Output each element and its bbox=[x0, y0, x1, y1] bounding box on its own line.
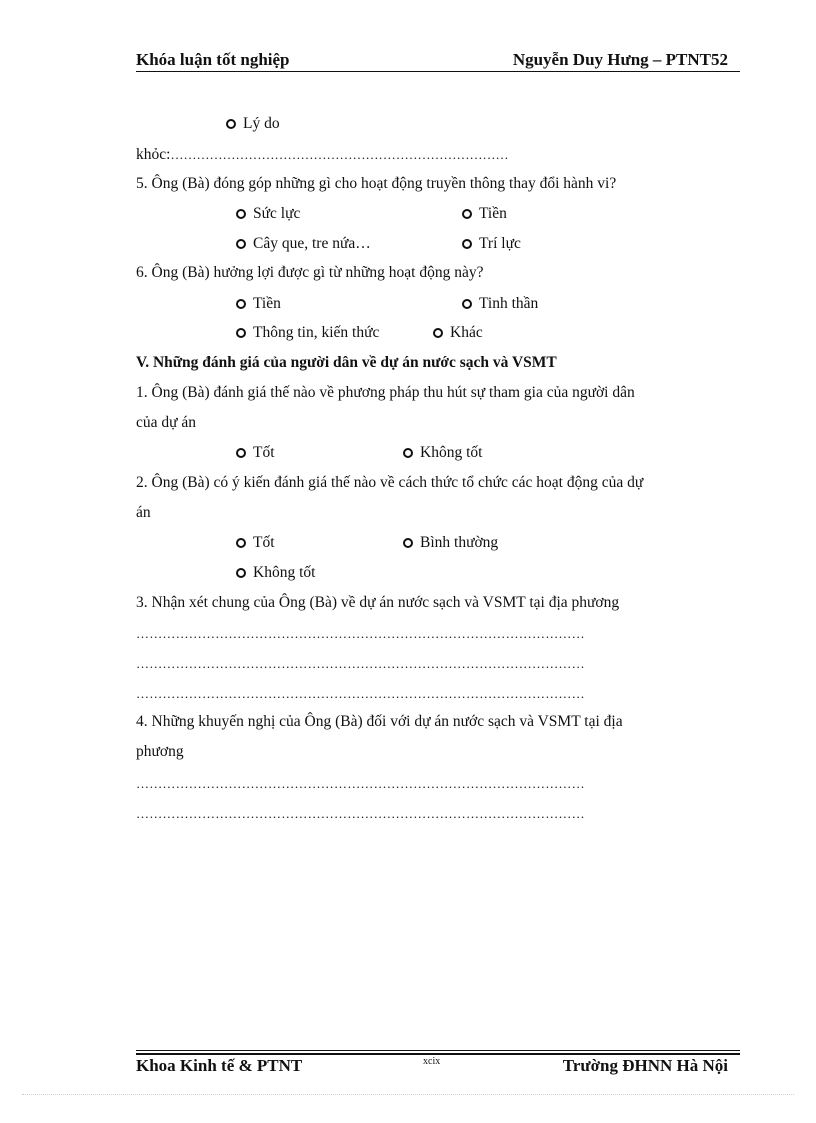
q6-option-khac bbox=[433, 323, 483, 343]
bullet-icon bbox=[236, 448, 246, 458]
q6-option-thong-tin bbox=[236, 323, 379, 343]
option-label: Không tốt bbox=[253, 564, 316, 581]
q2-option-binh-thuong bbox=[403, 533, 498, 553]
bullet-icon bbox=[226, 119, 236, 129]
bullet-icon bbox=[236, 299, 246, 309]
option-label: Khác bbox=[450, 324, 483, 341]
question-5: 5. Ông (Bà) đóng góp những gì cho hoạt động truyền thông thay đổi hành vi? bbox=[136, 175, 617, 192]
bullet-icon bbox=[403, 448, 413, 458]
page-number: xcix bbox=[423, 1056, 441, 1067]
page-footer bbox=[136, 1048, 740, 1082]
q2-option-tot bbox=[236, 533, 275, 553]
question-2-line-1: 2. Ông (Bà) có ý kiến đánh giá thế nào về cách thức tổ chức các hoạt động của dự bbox=[136, 474, 644, 491]
option-label: Tiền bbox=[253, 295, 281, 312]
header-rule bbox=[136, 71, 740, 72]
option-label: Trí lực bbox=[479, 235, 521, 252]
bullet-icon bbox=[236, 538, 246, 548]
answer-dots-line: ………………………………………………………………………………………… bbox=[136, 626, 585, 641]
q6-option-tinh-than bbox=[462, 294, 538, 314]
question-3: 3. Nhận xét chung của Ông (Bà) về dự án nước sạch và VSMT tại địa phương bbox=[136, 594, 620, 611]
q5-option-tien bbox=[462, 204, 507, 224]
q1-option-khong-tot bbox=[403, 443, 482, 463]
q5-option-cay-que bbox=[236, 234, 371, 254]
q1-option-tot bbox=[236, 443, 275, 463]
section-5-heading: V. Những đánh giá của người dân về dự án nước sạch và VSMT bbox=[136, 354, 557, 371]
bullet-icon bbox=[236, 209, 246, 219]
q5-option-suc-luc bbox=[236, 204, 300, 224]
other-dots: …………………………………………………………………… bbox=[170, 147, 509, 162]
bullet-icon bbox=[462, 209, 472, 219]
option-label: Tốt bbox=[253, 534, 275, 551]
footer-university: Trường ĐHNN Hà Nội bbox=[562, 1056, 728, 1075]
answer-dots-line: ………………………………………………………………………………………… bbox=[136, 806, 585, 821]
option-label: Tinh thần bbox=[479, 295, 539, 312]
option-label: Cây que, tre nứa… bbox=[253, 235, 371, 252]
option-label: Không tốt bbox=[420, 444, 483, 461]
option-label: Tiền bbox=[479, 205, 507, 222]
footer-faculty: Khoa Kinh tế & PTNT bbox=[136, 1056, 303, 1075]
other-line bbox=[136, 145, 508, 165]
option-reason bbox=[226, 114, 280, 134]
bullet-icon bbox=[236, 328, 246, 338]
question-2-line-2: án bbox=[136, 504, 151, 521]
question-4-line-1: 4. Những khuyến nghị của Ông (Bà) đối với dự án nước sạch và VSMT tại địa bbox=[136, 713, 623, 730]
q6-option-tien bbox=[236, 294, 281, 314]
footer-rule bbox=[136, 1053, 740, 1055]
header-author: Nguyễn Duy Hưng – PTNT52 bbox=[512, 50, 728, 69]
question-4-line-2: phương bbox=[136, 743, 184, 760]
answer-dots-line: ………………………………………………………………………………………… bbox=[136, 686, 585, 701]
option-label: Thông tin, kiến thức bbox=[253, 324, 380, 341]
question-6: 6. Ông (Bà) hưởng lợi được gì từ những hoạt động này? bbox=[136, 264, 484, 281]
footer-rule bbox=[136, 1050, 740, 1051]
page-edge bbox=[22, 1094, 794, 1095]
option-label: Tốt bbox=[253, 444, 275, 461]
question-1-line-1: 1. Ông (Bà) đánh giá thế nào về phương pháp thu hút sự tham gia của người dân bbox=[136, 384, 635, 401]
other-label: khỏc: bbox=[136, 146, 171, 163]
bullet-icon bbox=[403, 538, 413, 548]
q2-option-khong-tot bbox=[236, 563, 315, 583]
header-left-title: Khóa luận tốt nghiệp bbox=[136, 50, 290, 69]
bullet-icon bbox=[236, 239, 246, 249]
question-1-line-2: của dự án bbox=[136, 414, 197, 431]
bullet-icon bbox=[433, 328, 443, 338]
bullet-icon bbox=[462, 299, 472, 309]
option-label: Lý do bbox=[243, 115, 280, 132]
answer-dots-line: ………………………………………………………………………………………… bbox=[136, 656, 585, 671]
option-label: Bình thường bbox=[420, 534, 499, 551]
bullet-icon bbox=[236, 568, 246, 578]
q5-option-tri-luc bbox=[462, 234, 521, 254]
page-header bbox=[136, 48, 740, 72]
bullet-icon bbox=[462, 239, 472, 249]
option-label: Sức lực bbox=[253, 205, 301, 222]
answer-dots-line: ………………………………………………………………………………………… bbox=[136, 776, 585, 791]
